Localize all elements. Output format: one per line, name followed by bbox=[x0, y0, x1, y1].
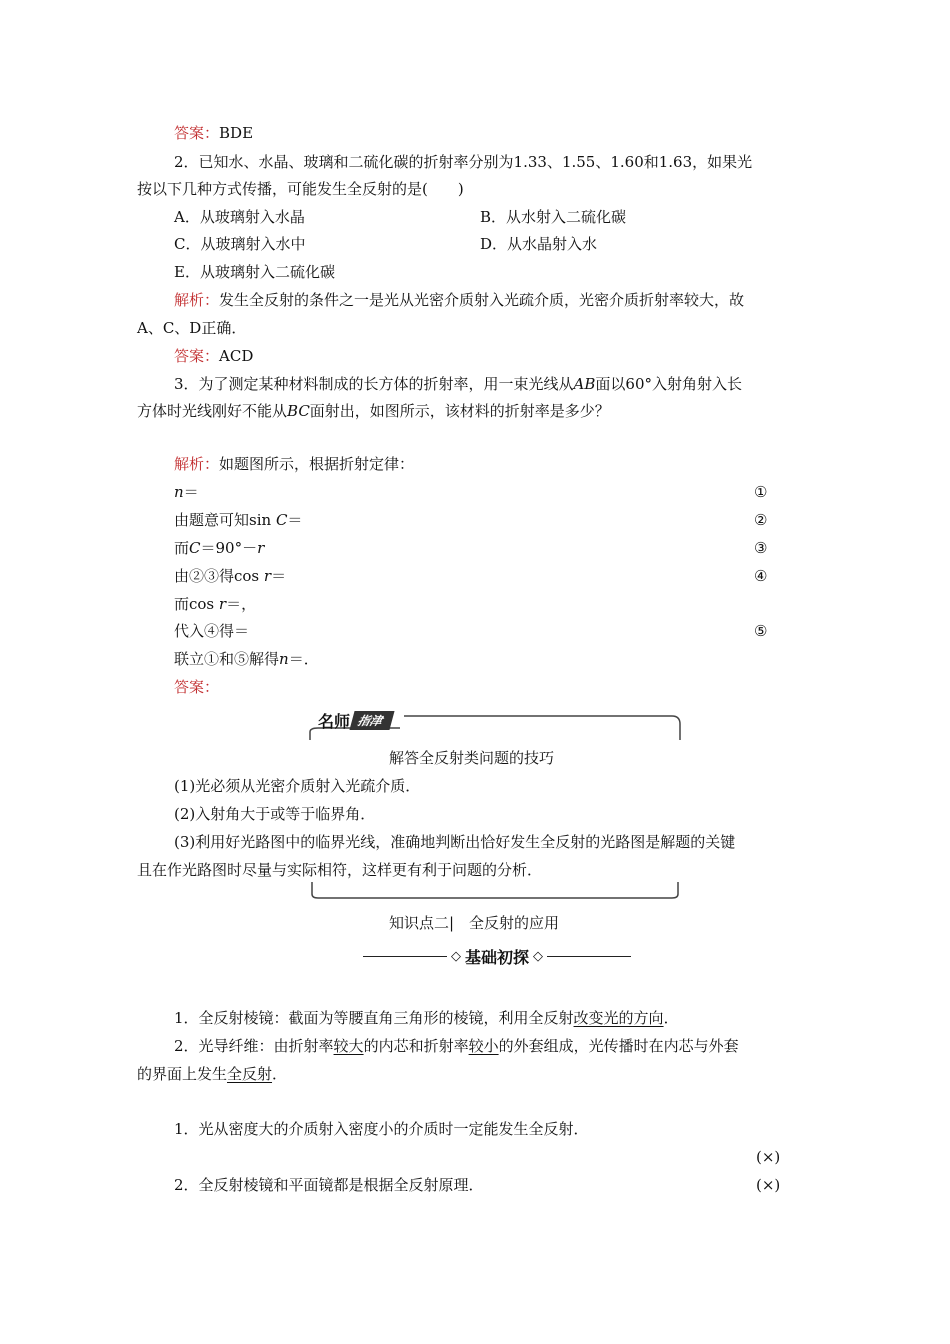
subsection-title: 基础初探 bbox=[465, 947, 530, 967]
q2-answer bbox=[174, 346, 253, 366]
step-text: ＝ bbox=[183, 483, 199, 501]
q1-answer bbox=[174, 123, 253, 143]
key-term: 全反射 bbox=[227, 1065, 273, 1083]
q2-stem-line1: 2．已知水、水晶、玻璃和二硫化碳的折射率分别为1.33、1.55、1.60和1.63，如果光 bbox=[174, 153, 753, 171]
answer-value: ACD bbox=[219, 347, 254, 365]
key-term: 较小 bbox=[468, 1037, 499, 1055]
step-text: 而cos bbox=[174, 595, 219, 613]
analysis-text: 如题图所示，根据折射定律： bbox=[219, 455, 415, 473]
step-text: ＝90°－ bbox=[200, 539, 258, 557]
item-text: 的内芯和折射率 bbox=[363, 1037, 469, 1055]
eq-number-1: ① bbox=[754, 483, 768, 501]
item-text: 1．全反射棱镜：截面为等腰直角三角形的棱镜，利用全反射 bbox=[174, 1009, 574, 1027]
item-text: 2．光导纤维：由折射率 bbox=[174, 1037, 334, 1055]
q2-option-a: A．从玻璃射入水晶 bbox=[174, 208, 305, 226]
stem-text: 面以60°入射角射入长 bbox=[595, 375, 742, 393]
item-text: ． bbox=[663, 1009, 679, 1027]
stem-text: 3．为了测定某种材料制成的长方体的折射率，用一束光线从 bbox=[174, 375, 574, 393]
item-text: 的界面上发生 bbox=[137, 1065, 228, 1083]
stem-text: 方体时光线刚好不能从 bbox=[137, 402, 288, 420]
q2-analysis-line1 bbox=[174, 290, 744, 310]
tip-point-1: (1)光必须从光密介质射入光疏介质． bbox=[174, 777, 421, 795]
eq-number-5: ⑤ bbox=[754, 622, 768, 640]
analysis-text: 发生全反射的条件之一是光从光密介质射入光疏介质，光密介质折射率较大，故 bbox=[219, 291, 745, 309]
subsection-header bbox=[363, 944, 631, 968]
divider bbox=[547, 956, 631, 957]
key-term: 改变光的方向 bbox=[573, 1009, 664, 1027]
step-text: ＝． bbox=[288, 650, 319, 668]
var-r: r bbox=[218, 595, 227, 613]
step-6: 代入④得＝ bbox=[174, 622, 250, 640]
tip-point-3-line1: (3)利用好光路图中的临界光线，准确地判断出恰好发生全反射的光路图是解题的关键 bbox=[174, 833, 736, 851]
answer-label: 答案： bbox=[174, 347, 220, 365]
answer-value: BDE bbox=[219, 124, 254, 142]
q2-option-e: E．从玻璃射入二硫化碳 bbox=[174, 263, 335, 281]
eq-number-4: ④ bbox=[754, 567, 768, 585]
badge-text: 名师 bbox=[318, 711, 351, 731]
diamond-icon: ◇ bbox=[533, 948, 544, 964]
divider bbox=[363, 956, 447, 957]
face-ab: AB bbox=[573, 375, 596, 393]
judge-item-1: 1．光从密度大的介质射入密度小的介质时一定能发生全反射． bbox=[174, 1120, 589, 1138]
eq-number-3: ③ bbox=[754, 539, 768, 557]
judge-mark-1: (×) bbox=[756, 1148, 781, 1166]
step-text: 联立①和⑤解得 bbox=[174, 650, 280, 668]
q3-analysis bbox=[174, 454, 414, 474]
basic-item-2 bbox=[174, 1036, 739, 1056]
step-text: ＝ bbox=[287, 511, 303, 529]
badge-highlight: 指津 bbox=[349, 711, 394, 730]
var-c: C bbox=[189, 539, 201, 557]
section-title: 知识点二| 全反射的应用 bbox=[389, 914, 560, 932]
tip-title: 解答全反射类问题的技巧 bbox=[389, 749, 555, 767]
step-text: 而 bbox=[174, 539, 190, 557]
step-1 bbox=[174, 482, 199, 502]
q2-option-b: B．从水射入二硫化碳 bbox=[480, 208, 627, 226]
item-text: 的外套组成，光传播时在内芯与外套 bbox=[498, 1037, 739, 1055]
var-r: r bbox=[257, 539, 265, 557]
judge-item-2: 2．全反射棱镜和平面镜都是根据全反射原理． bbox=[174, 1176, 484, 1194]
q2-option-c: C．从玻璃射入水中 bbox=[174, 235, 306, 253]
judge-mark-2: (×) bbox=[756, 1176, 781, 1194]
eq-number-2: ② bbox=[754, 511, 768, 529]
diamond-icon: ◇ bbox=[451, 948, 461, 964]
q2-stem-line2: 按以下几种方式传播，可能发生全反射的是( ) bbox=[137, 180, 464, 198]
step-text: 由题意可知sin bbox=[174, 511, 276, 529]
analysis-label: 解析： bbox=[174, 291, 220, 309]
q2-analysis-line2: A、C、D正确． bbox=[137, 319, 247, 337]
step-4 bbox=[174, 566, 286, 586]
q3-answer-label: 答案： bbox=[174, 678, 220, 696]
step-text: ＝ bbox=[271, 567, 287, 585]
step-7 bbox=[174, 649, 319, 669]
var-n: n bbox=[279, 650, 289, 668]
var-r: r bbox=[263, 567, 272, 585]
basic-item-1 bbox=[174, 1008, 679, 1028]
item-text: ． bbox=[272, 1065, 288, 1083]
step-text: ＝， bbox=[226, 595, 257, 613]
q2-option-d: D．从水晶射入水 bbox=[480, 235, 598, 253]
answer-label: 答案： bbox=[174, 124, 220, 142]
q3-stem-line1 bbox=[174, 374, 742, 394]
stem-text: 面射出，如图所示，该材料的折射率是多少？ bbox=[309, 402, 610, 420]
step-5 bbox=[174, 594, 256, 614]
basic-item-2-cont bbox=[137, 1064, 287, 1084]
step-2 bbox=[174, 510, 302, 530]
var-n: n bbox=[174, 483, 184, 501]
step-text: 由②③得cos bbox=[174, 567, 264, 585]
tip-badge bbox=[318, 709, 392, 731]
q3-stem-line2 bbox=[137, 401, 610, 421]
var-c: C bbox=[275, 511, 288, 529]
tip-point-3-line2: 且在作光路图时尽量与实际相符，这样更有利于问题的分析． bbox=[137, 861, 543, 879]
analysis-label: 解析： bbox=[174, 455, 220, 473]
face-bc: BC bbox=[287, 402, 310, 420]
step-3 bbox=[174, 538, 264, 558]
key-term: 较大 bbox=[333, 1037, 364, 1055]
tip-point-2: (2)入射角大于或等于临界角． bbox=[174, 805, 376, 823]
